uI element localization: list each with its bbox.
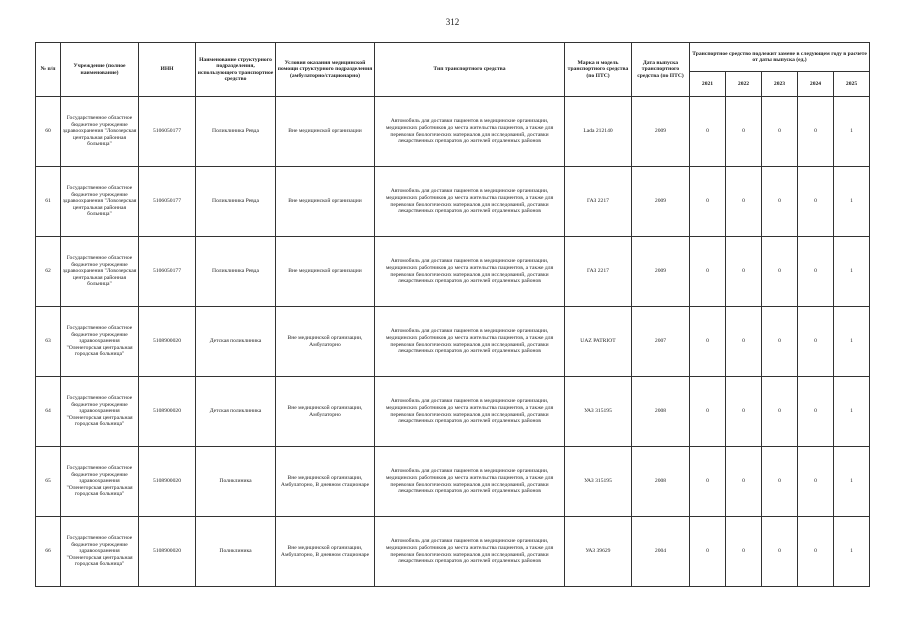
header-row xyxy=(36,43,870,72)
cell-num: 61 xyxy=(36,167,61,237)
table-row xyxy=(36,97,870,167)
cell-conditions: Вне медицинской организации, Амбулаторно xyxy=(276,377,375,447)
cell-replace-2023: 0 xyxy=(762,307,798,377)
cell-brand: УАЗ 39629 xyxy=(565,517,632,587)
cell-replace-2022: 0 xyxy=(726,167,762,237)
cell-institution: Государственное областное бюджетное учреждение здравоохранения "Ловозерская центральная районная больница" xyxy=(61,167,139,237)
table-row xyxy=(36,377,870,447)
col-header-replace: Транспортное средство подлежит замене в следующем году в расчете от даты выпуска (ед.) xyxy=(690,43,870,72)
cell-vehicle-type: Автомобиль для доставки пациентов в медицинские организации, медицинских работников до места жительства пациентов, а также для перевозки биологических материалов для исследований, доставки лекарственных препаратов до жителей отдаленных районов xyxy=(375,307,565,377)
cell-num: 62 xyxy=(36,237,61,307)
cell-num: 63 xyxy=(36,307,61,377)
cell-inn: 5108900020 xyxy=(139,447,196,517)
cell-replace-2021: 0 xyxy=(690,447,726,517)
table-row xyxy=(36,517,870,587)
cell-conditions: Вне медицинской организации xyxy=(276,237,375,307)
cell-subdivision: Поликлиника Ревда xyxy=(196,167,276,237)
cell-inn: 5108900020 xyxy=(139,517,196,587)
table-row xyxy=(36,447,870,517)
col-header-inn: ИНН xyxy=(139,43,196,97)
cell-conditions: Вне медицинской организации, Амбулаторно, В дневном стационаре xyxy=(276,447,375,517)
cell-year: 2009 xyxy=(632,167,690,237)
cell-brand: ГАЗ 2217 xyxy=(565,237,632,307)
cell-replace-2025: 1 xyxy=(834,97,870,167)
cell-year: 2007 xyxy=(632,307,690,377)
cell-num: 65 xyxy=(36,447,61,517)
cell-replace-2022: 0 xyxy=(726,517,762,587)
cell-inn: 5108900020 xyxy=(139,307,196,377)
col-header-year-2025: 2025 xyxy=(834,72,870,97)
cell-brand: ГАЗ 2217 xyxy=(565,167,632,237)
cell-vehicle-type: Автомобиль для доставки пациентов в медицинские организации, медицинских работников до места жительства пациентов, а также для перевозки биологических материалов для исследований, доставки лекарственных препаратов до жителей отдаленных районов xyxy=(375,447,565,517)
cell-brand: Lada 212140 xyxy=(565,97,632,167)
cell-replace-2023: 0 xyxy=(762,517,798,587)
cell-subdivision: Детская поликлиника xyxy=(196,307,276,377)
cell-replace-2021: 0 xyxy=(690,237,726,307)
cell-replace-2024: 0 xyxy=(798,97,834,167)
table-row xyxy=(36,167,870,237)
cell-institution: Государственное областное бюджетное учреждение здравоохранения "Оленегорская центральная городская больница" xyxy=(61,307,139,377)
cell-institution: Государственное областное бюджетное учреждение здравоохранения "Оленегорская центральная городская больница" xyxy=(61,517,139,587)
cell-year: 2009 xyxy=(632,97,690,167)
cell-subdivision: Поликлиника Ревда xyxy=(196,237,276,307)
col-header-year: Дата выпуска транспортного средства (по ПТС) xyxy=(632,43,690,97)
cell-replace-2021: 0 xyxy=(690,517,726,587)
col-header-conditions: Условия оказания медицинской помощи структурного подразделения (амбулаторно/стационарно) xyxy=(276,43,375,97)
cell-replace-2024: 0 xyxy=(798,517,834,587)
cell-replace-2022: 0 xyxy=(726,447,762,517)
cell-replace-2022: 0 xyxy=(726,97,762,167)
cell-institution: Государственное областное бюджетное учреждение здравоохранения "Ловозерская центральная районная больница" xyxy=(61,97,139,167)
cell-replace-2023: 0 xyxy=(762,167,798,237)
cell-brand: УАЗ 315195 xyxy=(565,377,632,447)
cell-vehicle-type: Автомобиль для доставки пациентов в медицинские организации, медицинских работников до места жительства пациентов, а также для перевозки биологических материалов для исследований, доставки лекарственных препаратов до жителей отдаленных районов xyxy=(375,237,565,307)
cell-year: 2008 xyxy=(632,447,690,517)
cell-replace-2021: 0 xyxy=(690,307,726,377)
cell-replace-2025: 1 xyxy=(834,307,870,377)
cell-replace-2024: 0 xyxy=(798,307,834,377)
cell-vehicle-type: Автомобиль для доставки пациентов в медицинские организации, медицинских работников до места жительства пациентов, а также для перевозки биологических материалов для исследований, доставки лекарственных препаратов до жителей отдаленных районов xyxy=(375,517,565,587)
cell-replace-2022: 0 xyxy=(726,377,762,447)
cell-inn: 5106050177 xyxy=(139,167,196,237)
cell-subdivision: Поликлиника xyxy=(196,517,276,587)
cell-replace-2021: 0 xyxy=(690,377,726,447)
table-row xyxy=(36,237,870,307)
col-header-institution: Учреждение (полное наименование) xyxy=(61,43,139,97)
cell-year: 2008 xyxy=(632,377,690,447)
cell-conditions: Вне медицинской организации, Амбулаторно xyxy=(276,307,375,377)
cell-replace-2025: 1 xyxy=(834,517,870,587)
cell-replace-2021: 0 xyxy=(690,97,726,167)
col-header-year-2021: 2021 xyxy=(690,72,726,97)
cell-replace-2024: 0 xyxy=(798,237,834,307)
cell-institution: Государственное областное бюджетное учреждение здравоохранения "Оленегорская центральная городская больница" xyxy=(61,447,139,517)
cell-replace-2023: 0 xyxy=(762,377,798,447)
cell-replace-2021: 0 xyxy=(690,167,726,237)
col-header-num: № п/п xyxy=(36,43,61,97)
cell-vehicle-type: Автомобиль для доставки пациентов в медицинские организации, медицинских работников до места жительства пациентов, а также для перевозки биологических материалов для исследований, доставки лекарственных препаратов до жителей отдаленных районов xyxy=(375,167,565,237)
table-row xyxy=(36,307,870,377)
cell-conditions: Вне медицинской организации xyxy=(276,167,375,237)
cell-year: 2009 xyxy=(632,237,690,307)
cell-inn: 5106050177 xyxy=(139,97,196,167)
cell-inn: 5108900020 xyxy=(139,377,196,447)
col-header-brand: Марка и модель транспортного средства (по ПТС) xyxy=(565,43,632,97)
col-header-year-2023: 2023 xyxy=(762,72,798,97)
cell-replace-2022: 0 xyxy=(726,237,762,307)
cell-replace-2025: 1 xyxy=(834,377,870,447)
cell-replace-2025: 1 xyxy=(834,447,870,517)
cell-num: 60 xyxy=(36,97,61,167)
col-header-year-2024: 2024 xyxy=(798,72,834,97)
cell-conditions: Вне медицинской организации xyxy=(276,97,375,167)
cell-num: 64 xyxy=(36,377,61,447)
cell-brand: УАЗ 315195 xyxy=(565,447,632,517)
cell-replace-2023: 0 xyxy=(762,97,798,167)
cell-institution: Государственное областное бюджетное учреждение здравоохранения "Ловозерская центральная районная больница" xyxy=(61,237,139,307)
cell-replace-2024: 0 xyxy=(798,447,834,517)
cell-replace-2023: 0 xyxy=(762,237,798,307)
cell-vehicle-type: Автомобиль для доставки пациентов в медицинские организации, медицинских работников до места жительства пациентов, а также для перевозки биологических материалов для исследований, доставки лекарственных препаратов до жителей отдаленных районов xyxy=(375,377,565,447)
col-header-vehicle-type: Тип транспортного средства xyxy=(375,43,565,97)
cell-subdivision: Поликлиника Ревда xyxy=(196,97,276,167)
cell-replace-2024: 0 xyxy=(798,377,834,447)
cell-replace-2023: 0 xyxy=(762,447,798,517)
cell-year: 2004 xyxy=(632,517,690,587)
cell-replace-2025: 1 xyxy=(834,167,870,237)
page-number: 312 xyxy=(445,17,460,27)
cell-brand: UAZ PATRIOT xyxy=(565,307,632,377)
cell-institution: Государственное областное бюджетное учреждение здравоохранения "Оленегорская центральная городская больница" xyxy=(61,377,139,447)
cell-subdivision: Поликлиника xyxy=(196,447,276,517)
cell-conditions: Вне медицинской организации, Амбулаторно, В дневном стационаре xyxy=(276,517,375,587)
col-header-year-2022: 2022 xyxy=(726,72,762,97)
cell-replace-2025: 1 xyxy=(834,237,870,307)
cell-num: 66 xyxy=(36,517,61,587)
cell-replace-2022: 0 xyxy=(726,307,762,377)
cell-subdivision: Детская поликлиника xyxy=(196,377,276,447)
cell-inn: 5106050177 xyxy=(139,237,196,307)
col-header-subdivision: Наименование структурного подразделения, использующего транспортное средство xyxy=(196,43,276,97)
vehicle-table xyxy=(35,42,870,587)
cell-replace-2024: 0 xyxy=(798,167,834,237)
cell-vehicle-type: Автомобиль для доставки пациентов в медицинские организации, медицинских работников до места жительства пациентов, а также для перевозки биологических материалов для исследований, доставки лекарственных препаратов до жителей отдаленных районов xyxy=(375,97,565,167)
